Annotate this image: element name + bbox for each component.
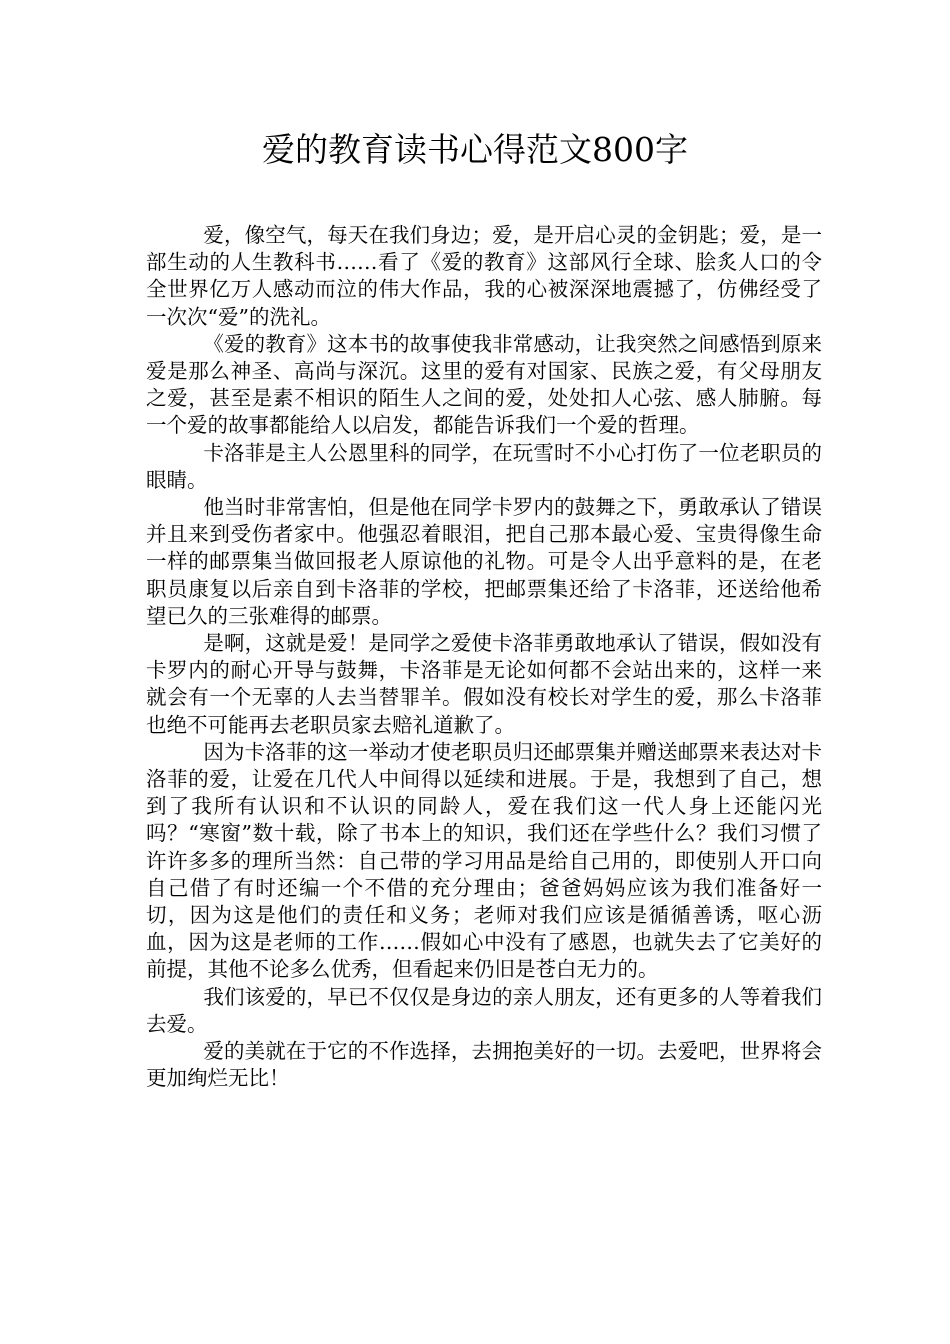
paragraph-8: 爱的美就在于它的不作选择，去拥抱美好的一切。去爱吧，世界将会更加绚烂无比！: [146, 1039, 822, 1091]
paragraph-3: 卡洛菲是主人公恩里科的同学，在玩雪时不小心打伤了一位老职员的眼睛。: [146, 440, 822, 492]
paragraph-7: 我们该爱的，早已不仅仅是身边的亲人朋友，还有更多的人等着我们去爱。: [146, 984, 822, 1036]
document-body: [146, 222, 822, 1093]
paragraph-2: 《爱的教育》这本书的故事使我非常感动，让我突然之间感悟到原来爱是那么神圣、高尚与深沉。这里的爱有对国家、民族之爱，有父母朋友之爱，甚至是素不相识的陌生人之间的爱，处处扣人心弦、感人肺腑。每一个爱的故事都能给人以启发，都能告诉我们一个爱的哲理。: [146, 331, 822, 438]
paragraph-6: 因为卡洛菲的这一举动才使老职员归还邮票集并赠送邮票来表达对卡洛菲的爱，让爱在几代人中间得以延续和进展。于是，我想到了自己，想到了我所有认识和不认识的同龄人，爱在我们这一代人身上还能闪光吗？“寒窗”数十载，除了书本上的知识，我们还在学些什么？我们习惯了许许多多的理所当然：自己带的学习用品是给自己用的，即使别人开口向自己借了有时还编一个不借的充分理由；爸爸妈妈应该为我们准备好一切，因为这是他们的责任和义务；老师对我们应该是循循善诱，呕心沥血，因为这是老师的工作……假如心中没有了感恩，也就失去了它美好的前提，其他不论多么优秀，但看起来仍旧是苍白无力的。: [146, 739, 822, 982]
paragraph-1: 爱，像空气，每天在我们身边；爱，是开启心灵的金钥匙；爱，是一部生动的人生教科书……看了《爱的教育》这部风行全球、脍炙人口的令全世界亿万人感动而泣的伟大作品，我的心被深深地震撼了，仿佛经受了一次次“爱”的洗礼。: [146, 223, 822, 329]
paragraph-4: 他当时非常害怕，但是他在同学卡罗内的鼓舞之下，勇敢承认了错误并且来到受伤者家中。他强忍着眼泪，把自己那本最心爱、宝贵得像生命一样的邮票集当做回报老人原谅他的礼物。可是令人出乎意料的是，在老职员康复以后亲自到卡洛菲的学校，把邮票集还给了卡洛菲，还送给他希望已久的三张难得的邮票。: [146, 495, 822, 628]
paragraph-5: 是啊，这就是爱！是同学之爱使卡洛菲勇敢地承认了错误，假如没有卡罗内的耐心开导与鼓舞，卡洛菲是无论如何都不会站出来的，这样一来就会有一个无辜的人去当替罪羊。假如没有校长对学生的爱，那么卡洛菲也绝不可能再去老职员家去赔礼道歉了。: [146, 631, 822, 737]
document-title: 爱的教育读书心得范文800字: [262, 130, 688, 169]
